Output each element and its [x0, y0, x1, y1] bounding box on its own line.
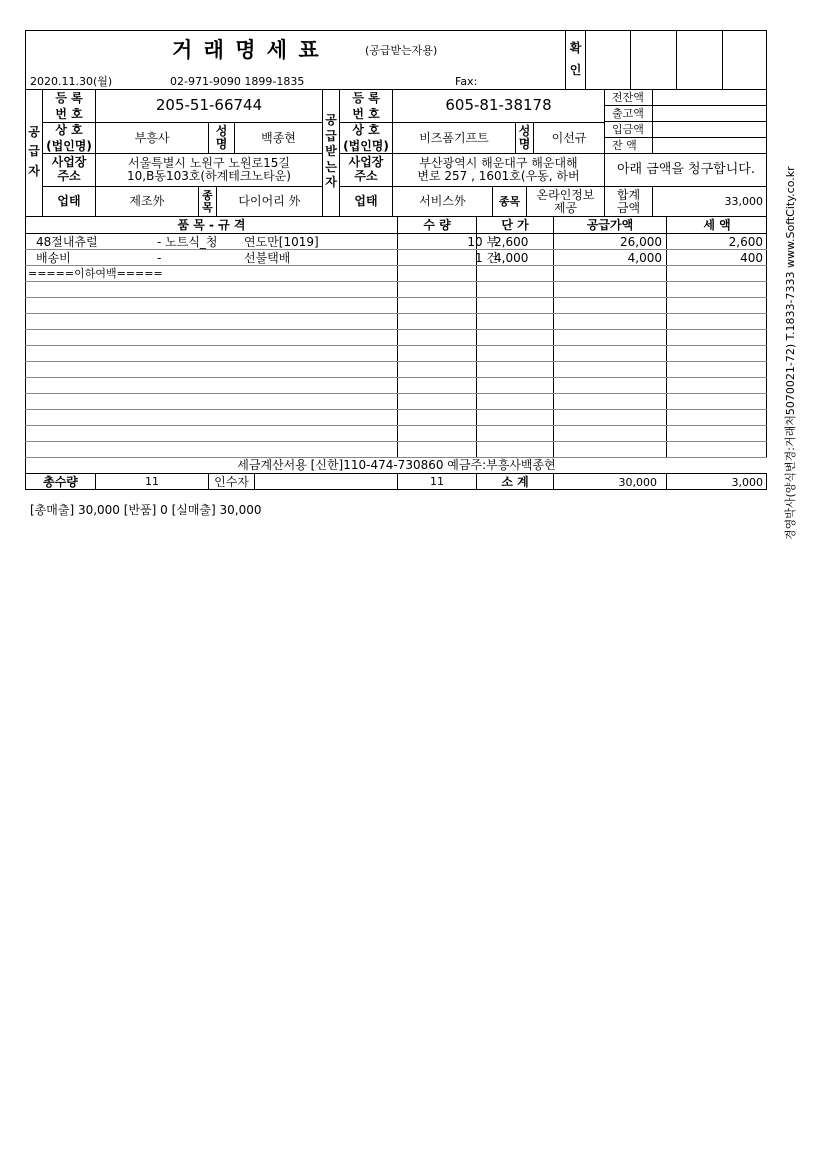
supplier-name-label: 상 호 (법인명): [46, 122, 92, 153]
row-quantity: 10 부: [467, 235, 498, 249]
buyer-reg-label: 등 록 번 호: [352, 90, 380, 121]
table-row: [26, 250, 767, 265]
row-item-spec: - 노트식_청: [157, 235, 218, 249]
buyer-rep-label: 성 명: [518, 123, 531, 151]
supplier-item: 다이어리 外: [238, 194, 301, 209]
supplier-biz-label: 업태: [57, 194, 81, 209]
deposit-label: 입금액: [612, 123, 644, 136]
supplier-reg-label: 등 록 번 호: [55, 90, 83, 121]
blank-below-note: =====이하여백=====: [28, 267, 163, 280]
phone-numbers: 02-971-9090 1899-1835: [170, 75, 305, 88]
buyer-name-label: 상 호 (법인명): [343, 122, 389, 153]
supplier-addr-label: 사업장 주소: [51, 155, 87, 183]
document-subtitle: (공급받는자용): [365, 44, 438, 57]
buyer-name: 비즈폼기프트: [419, 130, 489, 145]
table-row: [26, 234, 767, 249]
row-supply-amount: 4,000: [627, 251, 662, 265]
col-supply-amount: 공급가액: [586, 217, 634, 232]
total-qty: 11: [145, 475, 159, 489]
row-tax: 2,600: [728, 235, 763, 249]
buyer-address: 부산광역시 해운대구 해운대해 변로 257 , 1601호(우동, 하버: [417, 156, 580, 183]
row-item-name: 배송비: [36, 251, 71, 265]
col-tax: 세 액: [703, 217, 731, 232]
row-supply-amount: 26,000: [620, 235, 662, 249]
request-notice: 아래 금액을 청구합니다.: [617, 162, 755, 178]
buyer-item-label: 종목: [498, 194, 521, 208]
total-amount-label: 합계 금액: [616, 187, 641, 215]
row-item-spec: -: [157, 251, 162, 265]
buyer-side-label: 공 급 받 는 자: [325, 113, 337, 190]
buyer-biz-label: 업태: [354, 194, 378, 209]
row-item-detail: 연도만[1019]: [244, 235, 319, 249]
buyer-rep: 이선규: [551, 130, 587, 145]
receiver-signature[interactable]: [255, 474, 397, 490]
receiver-label: 인수자: [214, 474, 249, 489]
shipped-amount-label: 출고액: [612, 107, 644, 120]
balance-label: 잔 액: [612, 139, 637, 152]
issue-date: 2020.11.30(월): [30, 75, 113, 88]
col-item-spec: 품 목 - 규 격: [177, 217, 246, 232]
total-qty-label: 총수량: [43, 474, 78, 489]
row-unit-price: 4,000: [494, 251, 529, 265]
buyer-biz: 서비스外: [419, 194, 466, 209]
buyer-addr-label: 사업장 주소: [348, 155, 384, 183]
supplier-rep-label: 성 명: [215, 123, 228, 151]
row-item-name: 48절내츄럴: [36, 235, 98, 249]
document-title: 거 래 명 세 표: [172, 38, 321, 62]
supplier-name: 부흥사: [134, 130, 170, 145]
confirm-label: 확 인: [569, 40, 582, 77]
confirm-box-4[interactable]: [723, 31, 766, 88]
supply-total: 30,000: [618, 476, 657, 489]
sales-summary: [총매출] 30,000 [반품] 0 [실매출] 30,000: [30, 503, 262, 517]
total-amount: 33,000: [724, 195, 763, 208]
buyer-reg-no: 605-81-38178: [445, 96, 552, 115]
supplier-address: 서울특별시 노원구 노원로15길 10,B동103호(하계테크노타운): [127, 156, 291, 183]
row-unit-price: 2,600: [494, 235, 529, 249]
confirm-box-1[interactable]: [586, 31, 630, 88]
supplier-reg-no: 205-51-66744: [155, 96, 263, 115]
tax-total: 3,000: [731, 476, 763, 489]
supplier-rep: 백종현: [261, 130, 296, 145]
vendor-side-text: 경영박사(양식변경:거래처5070021-72) T.1833-7333 www.SoftCity.co.kr: [784, 166, 797, 540]
supplier-biz: 제조外: [129, 194, 165, 209]
buyer-item: 온라인정보 제공: [536, 187, 595, 215]
row-item-detail: 선불택배: [244, 251, 291, 265]
supplier-side-label: 공 급 자: [28, 125, 40, 178]
bank-account-note: 세금계산서용 [신한]110-474-730860 예금주:부흥사백종현: [237, 458, 556, 473]
prev-balance-label: 전잔액: [612, 91, 644, 104]
subtotal-label: 소 계: [501, 474, 529, 489]
supplier-item-label: 종 목: [202, 188, 213, 214]
row-quantity: 1 건: [474, 251, 498, 265]
total-qty-2: 11: [430, 475, 444, 489]
confirm-box-2[interactable]: [631, 31, 676, 88]
row-tax: 400: [740, 251, 763, 265]
fax-label: Fax:: [455, 75, 478, 88]
col-unit-price: 단 가: [501, 217, 529, 232]
confirm-box-3[interactable]: [677, 31, 722, 88]
col-quantity: 수 량: [423, 217, 451, 232]
